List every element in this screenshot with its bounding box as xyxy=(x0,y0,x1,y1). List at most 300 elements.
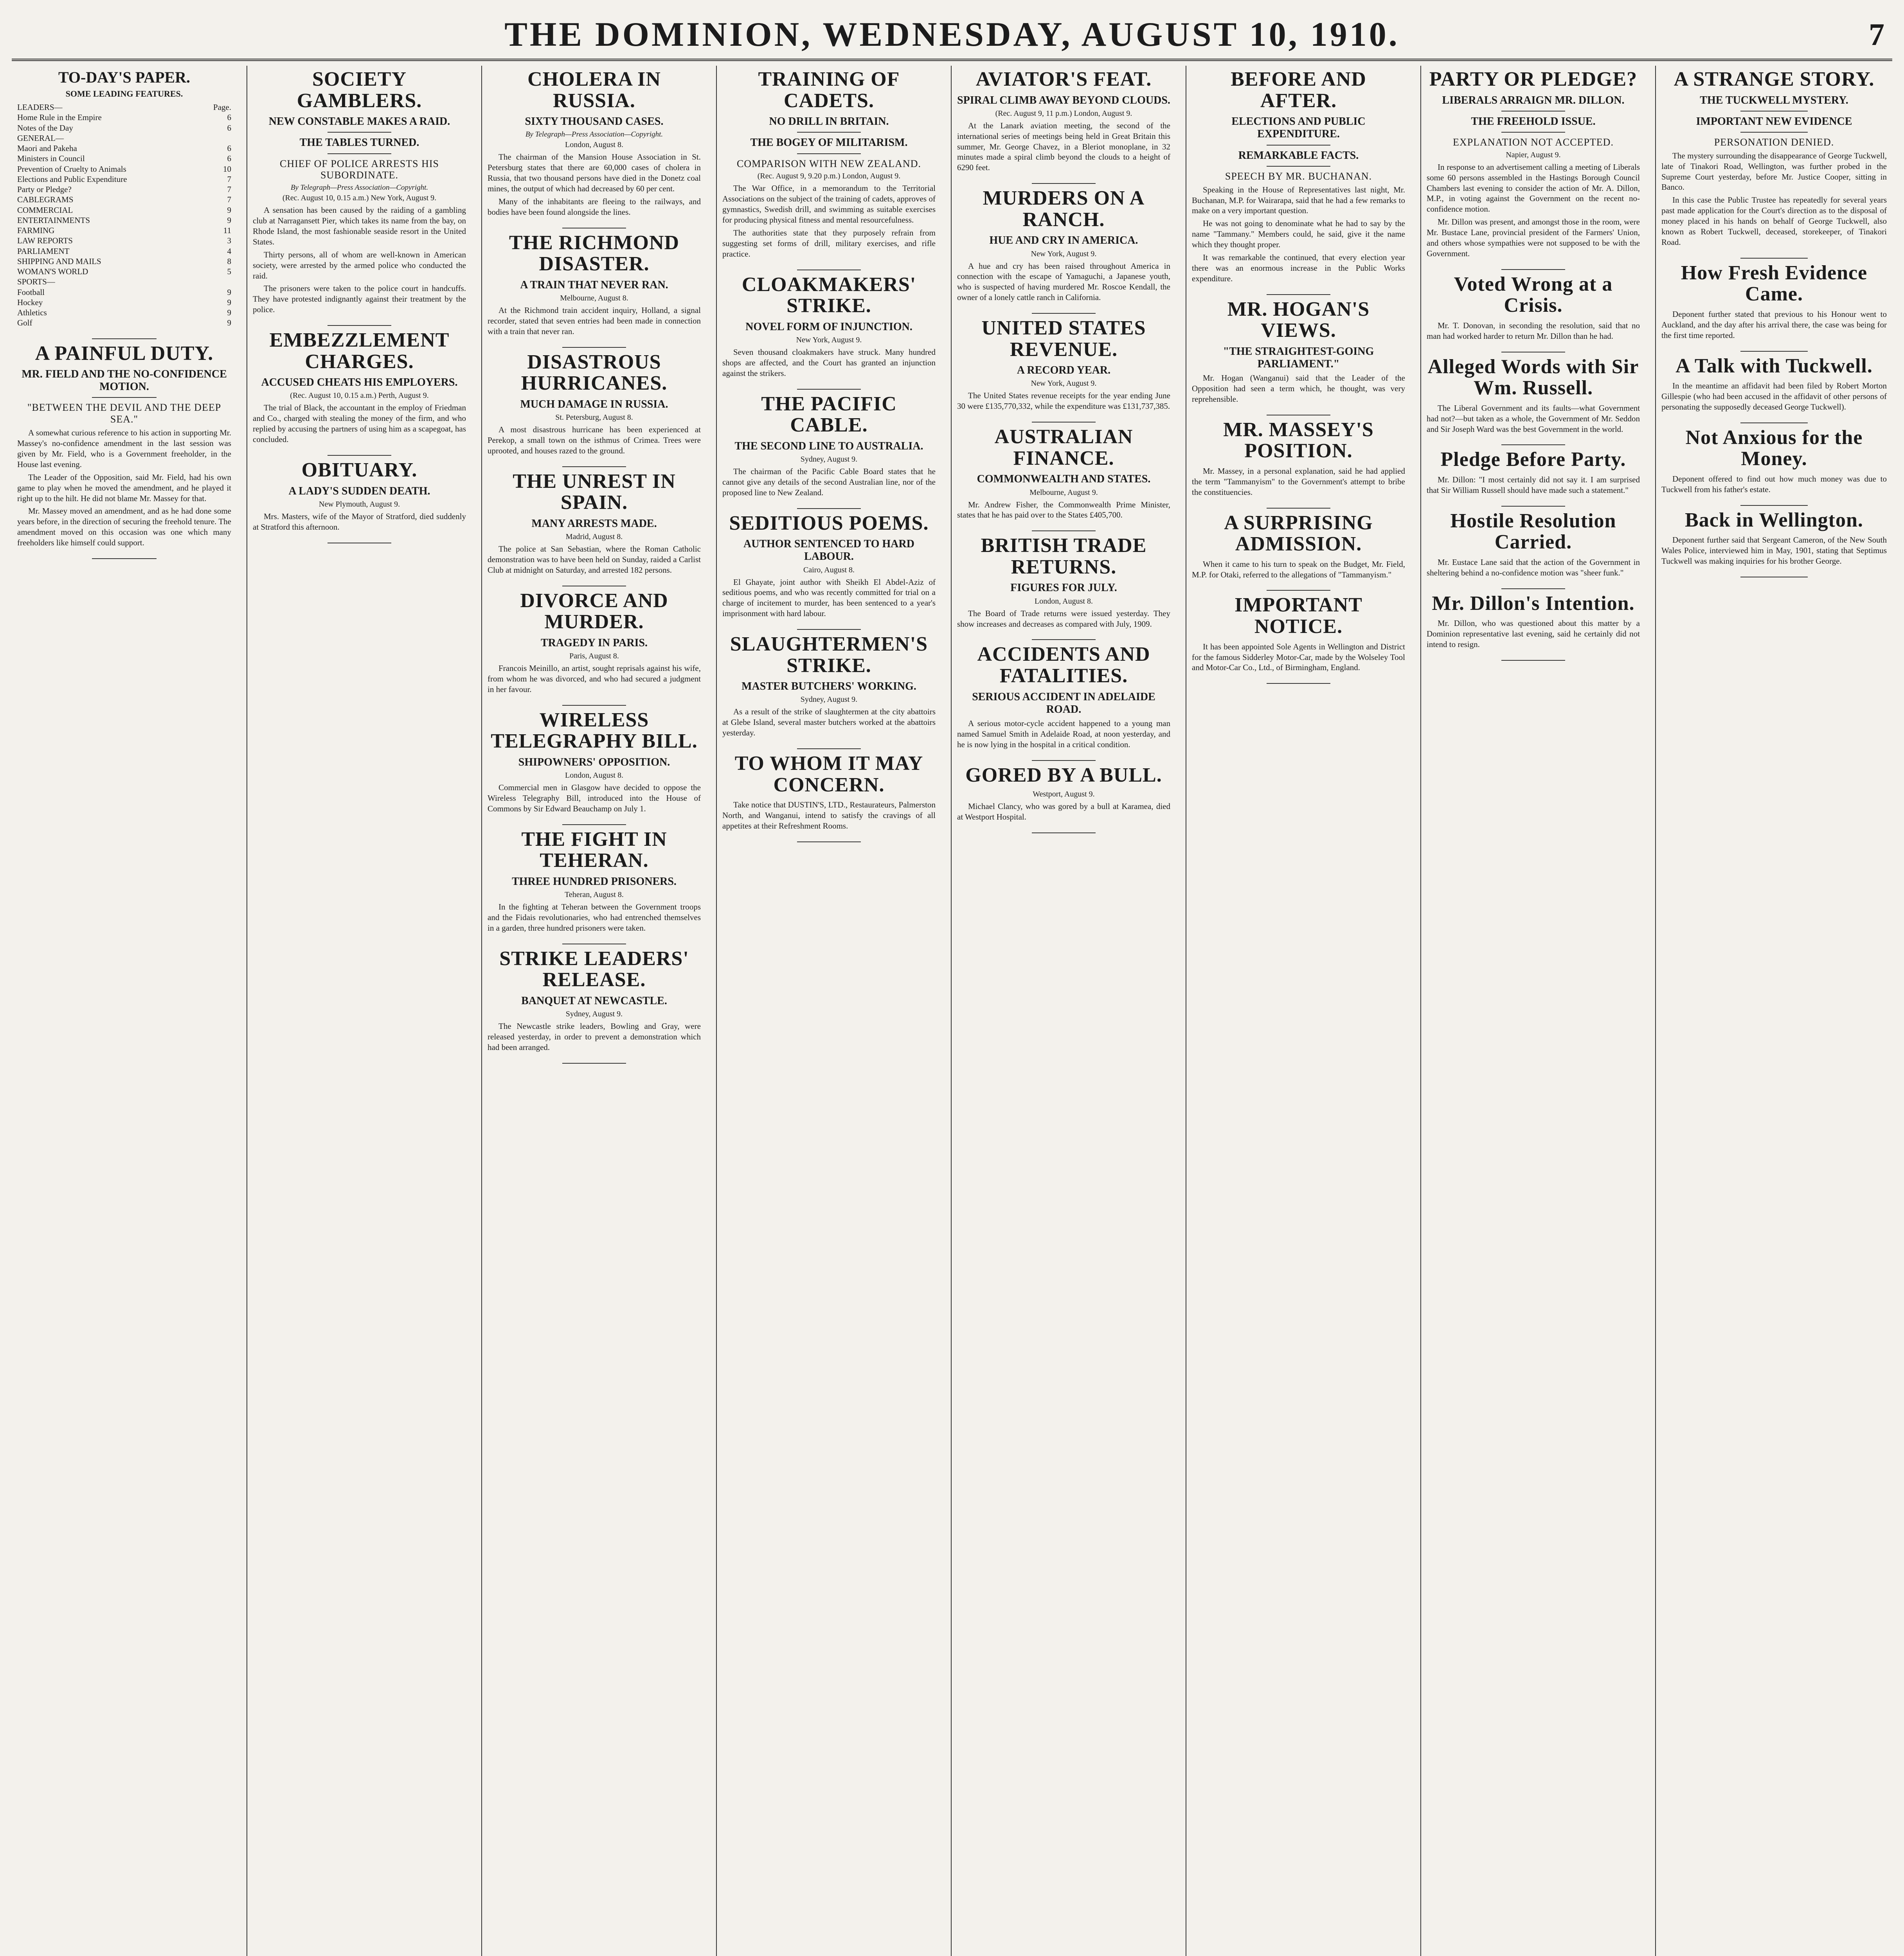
article-paragraph: In response to an advertisement calling a meeting of Liberals some 60 persons assembled in the Hastings Borough Council Chambers last evening to consider the action of Mr. A. Dillon, M.P., in voting against the Government on the recent no-confidence motion. xyxy=(1427,162,1640,214)
article-separator xyxy=(1032,313,1096,314)
article-separator xyxy=(797,629,861,630)
index-row xyxy=(17,236,231,246)
article-paragraph: When it came to his turn to speak on the Budget, Mr. Field, M.P. for Otaki, referred to the allegations of "Tammanyism." xyxy=(1192,559,1405,579)
article-paragraph: Mr. Massey moved an amendment, and as he had done some years before, in the direction of securing the freehold tenure. The amendment moved on this occasion was one which many freeholders like himself could support. xyxy=(17,506,231,547)
article xyxy=(253,69,466,315)
article-subhead: SIXTY THOUSAND CASES. xyxy=(525,115,664,128)
index-row xyxy=(17,287,231,297)
article xyxy=(957,535,1170,629)
article-paragraph: At the Lanark aviation meeting, the second of the international series of meetings being held in Great Britain this summer, Mr. George Chavez, in a Bleriot monoplane, in 32 minutes made a spiral climb beyond the clouds to a height of 6290 feet. xyxy=(957,120,1170,173)
article-subhead-secondary: THE BOGEY OF MILITARISM. xyxy=(750,137,908,149)
column-5 xyxy=(951,66,1176,1956)
article xyxy=(722,69,936,259)
article-paragraph: Commercial men in Glasgow have decided to oppose the Wireless Telegraphy Bill, introduced into the House of Commons by Sir Edward Beauchamp on July 1. xyxy=(488,783,701,813)
article-paragraph: The police at San Sebastian, where the Roman Catholic demonstration was to have been held on Sunday, raided a Carlist Club at midnight on Saturday, and arrested 182 persons. xyxy=(488,544,701,575)
article-paragraph: At the Richmond train accident inquiry, Holland, a signal recorder, stated that seven entries had been made in connection with a train that never ran. xyxy=(488,306,701,336)
article-paragraph: In this case the Public Trustee has repeatedly for several years past made application for the Court's direction as to the disposal of money placed in his hands on behalf of George Tuckwell, also known as Robert Tuckwell, deceased, storekeeper, of Tinakori Road. xyxy=(1661,195,1887,247)
article xyxy=(488,69,701,218)
masthead xyxy=(12,12,1892,61)
article-headline: CHOLERA IN RUSSIA. xyxy=(527,68,661,112)
article-headline: TO-DAY'S PAPER. xyxy=(58,68,191,86)
article-kicker: PERSONATION DENIED. xyxy=(1714,136,1834,148)
article-paragraph: A hue and cry has been raised throughout America in connection with the escape of Yamaguchi, a Japanese youth, who is suspected of having murdered Mr. Roscoe Kendall, the owner of a lonely cattle ranch in California. xyxy=(957,261,1170,302)
article-paragraph: The mystery surrounding the disappearance of George Tuckwell, late of Tinakori Road, Wellington, was further probed in the Supreme Court yesterday, before Mr. Justice Cooper, sitting in Banco. xyxy=(1661,151,1887,192)
index-row xyxy=(17,194,231,205)
index-row xyxy=(17,318,231,328)
column-4 xyxy=(716,66,941,1956)
article-paragraph: Michael Clancy, who was gored by a bull at Karamea, died at Westport Hospital. xyxy=(957,802,1170,822)
article xyxy=(1661,262,1887,341)
article-dateline: Napier, August 9. xyxy=(1506,150,1561,159)
article xyxy=(1427,356,1640,435)
article-separator xyxy=(1032,183,1096,184)
article-separator xyxy=(797,841,861,842)
article-byline: By Telegraph—Press Association—Copyright. xyxy=(290,183,428,192)
article-headline: OBITUARY. xyxy=(301,458,418,481)
article-dateline: Westport, August 9. xyxy=(1033,790,1095,799)
divider-rule xyxy=(1267,166,1331,167)
article-paragraph: Deponent offered to find out how much money was due to Tuckwell from his father's estate. xyxy=(1661,474,1887,494)
index-page: 6 xyxy=(227,123,231,133)
article xyxy=(1427,69,1640,259)
article-separator xyxy=(562,347,626,348)
index-label: Party or Pledge? xyxy=(17,185,72,194)
article xyxy=(488,829,701,933)
article-subhead: NOVEL FORM OF INJUNCTION. xyxy=(745,320,912,333)
article-separator xyxy=(328,325,392,326)
divider-rule xyxy=(328,153,392,154)
index-label: GENERAL— xyxy=(17,133,64,143)
index-row xyxy=(17,174,231,184)
index-page: 9 xyxy=(227,318,231,328)
index-page: 10 xyxy=(223,164,231,174)
index-page: 8 xyxy=(227,256,231,266)
index-label: Notes of the Day xyxy=(17,123,73,133)
divider-rule xyxy=(1740,132,1808,133)
article-headline: ACCIDENTS AND FATALITIES. xyxy=(977,643,1150,687)
article-paragraph: In the fighting at Teheran between the Government troops and the Fidais revolutionaries, who had entrenched themselves in a garden, three hundred prisoners were taken. xyxy=(488,902,701,933)
article xyxy=(1192,595,1405,673)
index-page: 9 xyxy=(227,287,231,297)
index-row xyxy=(17,153,231,164)
article-subhead: THE TUCKWELL MYSTERY. xyxy=(1700,94,1848,106)
divider-rule xyxy=(1267,145,1331,146)
article-dateline: New Plymouth, August 9. xyxy=(319,500,400,509)
article-subhead: BANQUET AT NEWCASTLE. xyxy=(521,994,667,1007)
index-row xyxy=(17,112,231,122)
article-subhead: FIGURES FOR JULY. xyxy=(1010,582,1117,594)
article-subhead: "THE STRAIGHTEST-GOING PARLIAMENT." xyxy=(1223,345,1374,370)
article-paragraph: Mr. Dillon was present, and amongst those in the room, were Mr. Bustace Lane, provincial president of the Farmers' Union, and others whose sympathies were not supposed to be with the Government. xyxy=(1427,217,1640,258)
index-label: Elections and Public Expenditure xyxy=(17,174,127,184)
article-dateline: (Rec. August 10, 0.15 a.m.) Perth, August 9. xyxy=(290,391,429,400)
article-byline: By Telegraph—Press Association—Copyright. xyxy=(525,130,663,139)
article-headline: How Fresh Evidence Came. xyxy=(1681,261,1868,306)
article xyxy=(253,460,466,532)
article-kicker: "BETWEEN THE DEVIL AND THE DEEP SEA." xyxy=(27,402,221,425)
article-paragraph: The War Office, in a memorandum to the Territorial Associations on the subject of the training of cadets, approves of gymnastics, Swedish drill, and swimming as suitable exercises for producing physical fitness and mental resourcefulness. xyxy=(722,183,936,225)
article-paragraph: Thirty persons, all of whom are well-known in American society, were arrested by the armed police who conducted the raid. xyxy=(253,250,466,280)
article xyxy=(1661,356,1887,412)
index-row xyxy=(17,164,231,174)
divider-rule xyxy=(797,132,861,133)
article-subhead: NO DRILL IN BRITAIN. xyxy=(769,115,889,128)
index-row xyxy=(17,143,231,153)
article-paragraph: The Newcastle strike leaders, Bowling and Gray, were released yesterday, in order to prevent a demonstration which had been arranged. xyxy=(488,1021,701,1052)
index-label: CABLEGRAMS xyxy=(17,195,74,205)
index-page: 6 xyxy=(227,154,231,164)
article-separator xyxy=(1032,760,1096,761)
article-headline: SEDITIOUS POEMS. xyxy=(729,512,929,534)
page-number: 7 xyxy=(1869,18,1884,52)
article-paragraph: A serious motor-cycle accident happened to a young man named Samuel Smith in Adelaide Road, at noon yesterday, and he is now lying in the hospital in a critical condition. xyxy=(957,718,1170,749)
article-subhead-secondary: THE TABLES TURNED. xyxy=(299,137,419,149)
article-dateline: Sydney, August 9. xyxy=(565,1010,623,1018)
article-headline: AVIATOR'S FEAT. xyxy=(975,68,1152,90)
article-headline: CLOAKMAKERS' STRIKE. xyxy=(741,273,916,317)
article xyxy=(957,318,1170,412)
article-paragraph: The Liberal Government and its faults—what Government had not?—but taken as a whole, the Government of Mr. Seddon and Sir Joseph Ward was the best Government in the world. xyxy=(1427,403,1640,434)
columns-container xyxy=(12,66,1892,1956)
article-dateline: (Rec. August 10, 0.15 a.m.) New York, August 9. xyxy=(282,194,437,203)
index-label: SHIPPING AND MAILS xyxy=(17,256,101,266)
index-page: 3 xyxy=(227,236,231,246)
article-paragraph: The prisoners were taken to the police court in handcuffs. They have protested indignantly against their treatment by the police. xyxy=(253,284,466,315)
divider-rule xyxy=(328,132,392,133)
article xyxy=(488,352,701,456)
article xyxy=(1427,593,1640,650)
index-label: FARMING xyxy=(17,226,55,235)
index-label: Prevention of Cruelty to Animals xyxy=(17,164,126,174)
index-label: WOMAN'S WORLD xyxy=(17,267,88,276)
article xyxy=(1427,274,1640,342)
article xyxy=(722,394,936,498)
article-separator xyxy=(92,338,156,339)
article-separator xyxy=(1267,683,1331,684)
article-dateline: (Rec. August 9, 11 p.m.) London, August 9. xyxy=(995,109,1132,118)
index-page: 7 xyxy=(227,174,231,184)
index-row xyxy=(17,307,231,318)
article-paragraph: Mr. T. Donovan, in seconding the resolution, said that no man had worked harder to return Mr. Dillon than he had. xyxy=(1427,320,1640,341)
article-separator xyxy=(1501,660,1566,661)
article-headline: BEFORE AND AFTER. xyxy=(1231,68,1366,112)
article xyxy=(1661,427,1887,495)
article xyxy=(957,69,1170,173)
article-paragraph: A somewhat curious reference to his action in supporting Mr. Massey's no-confidence amendment in the last session was given by Mr. Field, who is a Government freeholder, in the House last evening. xyxy=(17,428,231,469)
article-subhead-secondary: THE FREEHOLD ISSUE. xyxy=(1471,115,1596,128)
article-paragraph: Deponent further stated that previous to his Honour went to Auckland, and the day after his arrival there, the case was being for the first time reported. xyxy=(1661,309,1887,340)
article xyxy=(1427,511,1640,578)
article-headline: SLAUGHTERMEN'S STRIKE. xyxy=(730,633,928,677)
index-label: Hockey xyxy=(17,297,43,307)
article-headline: SOCIETY GAMBLERS. xyxy=(297,68,422,112)
article-dateline: London, August 8. xyxy=(565,771,623,780)
article xyxy=(957,765,1170,822)
index-label: LEADERS— xyxy=(17,102,63,112)
article-kicker: CHIEF OF POLICE ARRESTS HIS SUBORDINATE. xyxy=(280,158,439,181)
article-kicker: SPEECH BY MR. BUCHANAN. xyxy=(1225,170,1372,182)
index-label: PARLIAMENT xyxy=(17,246,70,256)
article-subhead: SHIPOWNERS' OPPOSITION. xyxy=(518,756,670,768)
article-subhead-secondary: IMPORTANT NEW EVIDENCE xyxy=(1696,115,1852,128)
article-headline: THE FIGHT IN TEHERAN. xyxy=(521,828,667,872)
article-headline: STRIKE LEADERS' RELEASE. xyxy=(499,947,689,991)
index-label: Football xyxy=(17,287,45,297)
index-page: 5 xyxy=(227,267,231,276)
article-paragraph: Take notice that DUSTIN'S, LTD., Restaurateurs, Palmerston North, and Wanganui, intend to satisfy the cravings of all appetites at their Refreshment Rooms. xyxy=(722,800,936,831)
article-subhead: TRAGEDY IN PARIS. xyxy=(540,636,648,649)
article-separator xyxy=(1740,422,1808,423)
article-separator xyxy=(1501,506,1566,507)
article-separator xyxy=(1740,505,1808,506)
article-separator xyxy=(562,705,626,706)
article-separator xyxy=(1267,590,1331,591)
article-headline: Alleged Words with Sir Wm. Russell. xyxy=(1427,355,1639,399)
article xyxy=(722,753,936,831)
article xyxy=(957,644,1170,750)
article-headline: A STRANGE STORY. xyxy=(1674,68,1875,90)
article-headline: A Talk with Tuckwell. xyxy=(1675,354,1873,377)
article xyxy=(1192,299,1405,405)
article-separator xyxy=(797,508,861,509)
article-separator xyxy=(562,1063,626,1064)
article-paragraph: Mr. Dillon, who was questioned about this matter by a Dominion representative last evening, said he certainly did not intend to resign. xyxy=(1427,618,1640,649)
article-headline: Mr. Dillon's Intention. xyxy=(1432,592,1635,615)
article-headline: WIRELESS TELEGRAPHY BILL. xyxy=(491,708,698,753)
article-headline: PARTY OR PLEDGE? xyxy=(1429,68,1638,90)
article-dateline: London, August 8. xyxy=(565,140,623,149)
article-subhead: MUCH DAMAGE IN RUSSIA. xyxy=(520,398,668,410)
article-subhead: SPIRAL CLIMB AWAY BEYOND CLOUDS. xyxy=(957,94,1170,106)
article-paragraph: The Board of Trade returns were issued yesterday. They show increases and decreases as compared with July, 1909. xyxy=(957,608,1170,629)
column-6 xyxy=(1186,66,1411,1956)
article-headline: MR. HOGAN'S VIEWS. xyxy=(1227,298,1370,342)
article-paragraph: Mr. Dillon: "I most certainly did not say it. I am surprised that Sir William Russell should have made such a statement." xyxy=(1427,475,1640,495)
article-subhead: A LADY'S SUDDEN DEATH. xyxy=(288,485,430,497)
column-3 xyxy=(481,66,706,1956)
article-subhead: MANY ARRESTS MADE. xyxy=(531,517,657,530)
article xyxy=(1427,449,1640,495)
article-paragraph: The chairman of the Pacific Cable Board states that he cannot give any details of the second Australian line, nor of the proposed line to New Zealand. xyxy=(722,466,936,497)
article xyxy=(1661,69,1887,248)
index-row xyxy=(17,123,231,133)
article xyxy=(17,343,231,548)
article xyxy=(253,330,466,445)
index-row xyxy=(17,102,231,112)
index-page: 9 xyxy=(227,205,231,215)
article-subhead: NEW CONSTABLE MAKES A RAID. xyxy=(268,115,450,128)
article-paragraph: It has been appointed Sole Agents in Wellington and District for the famous Sidderley Motor-Car, made by the Wolseley Tool and Motor-Car Co., Ltd., of Birmingham, England. xyxy=(1192,642,1405,672)
index-page: 6 xyxy=(227,113,231,122)
masthead-title: THE DOMINION, WEDNESDAY, AUGUST 10, 1910. xyxy=(504,16,1400,54)
article-headline: Back in Wellington. xyxy=(1685,509,1863,531)
article-headline: Not Anxious for the Money. xyxy=(1685,426,1863,470)
article-paragraph: In the meantime an affidavit had been filed by Robert Morton Gillespie (who had been accused in the affidavit of other persons of personating the supposedly deceased George Tuckwell). xyxy=(1661,381,1887,412)
article-dateline: New York, August 9. xyxy=(796,335,862,344)
column-2 xyxy=(247,66,472,1956)
article-dateline: Cairo, August 8. xyxy=(803,565,855,574)
article xyxy=(488,471,701,575)
column-7 xyxy=(1420,66,1645,1956)
article-paragraph: Speaking in the House of Representatives last night, Mr. Buchanan, M.P. for Wairarapa, said that he had a few remarks to make on a very important question. xyxy=(1192,185,1405,216)
article-paragraph: The trial of Black, the accountant in the employ of Friedman and Co., charged with stealing the money of the firm, and who replied by accusing the partners of using him as a scapegoat, has concluded. xyxy=(253,403,466,444)
article-kicker: EXPLANATION NOT ACCEPTED. xyxy=(1453,136,1614,148)
article-paragraph: Mrs. Masters, wife of the Mayor of Stratford, died suddenly at Stratford this afternoon. xyxy=(253,511,466,532)
article xyxy=(1192,512,1405,580)
index-page: Page. xyxy=(213,102,231,112)
article xyxy=(957,426,1170,520)
article-paragraph: As a result of the strike of slaughtermen at the city abattoirs at Glebe Island, several master butchers worked at the abattoirs yesterday. xyxy=(722,707,936,738)
article-separator xyxy=(797,748,861,749)
article-dateline: Melbourne, August 8. xyxy=(560,294,628,302)
article-paragraph: He was not going to denominate what he had to say by the name "Tammany." Members could, he said, give it the name which they thought proper. xyxy=(1192,219,1405,250)
article-paragraph: The chairman of the Mansion House Association in St. Petersburg states that there are 60,000 cases of cholera in Russia, that two thousand persons have died in the Donetz coal mines, the output of which had decreased by 60 per cent. xyxy=(488,152,701,193)
index-row xyxy=(17,225,231,236)
article xyxy=(722,634,936,738)
article-kicker: COMPARISON WITH NEW ZEALAND. xyxy=(737,158,921,169)
article xyxy=(722,274,936,379)
index-page: 9 xyxy=(227,297,231,307)
article-headline: THE RICHMOND DISASTER. xyxy=(509,231,680,275)
article-dateline: Sydney, August 9. xyxy=(800,695,858,704)
article-paragraph: Many of the inhabitants are fleeing to the railways, and bodies have been found alongside the lines. xyxy=(488,196,701,217)
index-page: 6 xyxy=(227,144,231,153)
article xyxy=(488,710,701,814)
article-headline: DISASTROUS HURRICANES. xyxy=(521,351,668,395)
index-label: LAW REPORTS xyxy=(17,236,73,246)
article-headline: AUSTRALIAN FINANCE. xyxy=(994,426,1133,469)
article-paragraph: A most disastrous hurricane has been experienced at Perekop, a small town on the isthmus of Crimea. Trees were uprooted, and houses razed to the ground. xyxy=(488,425,701,455)
index-row xyxy=(17,277,231,287)
article-paragraph: Mr. Massey, in a personal explanation, said he had applied the term "Tammanyism" to the Government's attempt to bribe the constituencies. xyxy=(1192,466,1405,497)
article-dateline: Paris, August 8. xyxy=(569,652,619,660)
article-paragraph: Deponent further said that Sergeant Cameron, of the New South Wales Police, interviewed him in May, 1901, stating that Septimus Tuckwell was making inquiries for his brother George. xyxy=(1661,535,1887,566)
article-headline: TRAINING OF CADETS. xyxy=(758,68,900,112)
index-label: Golf xyxy=(17,318,32,328)
index-label: Home Rule in the Empire xyxy=(17,113,102,122)
article-dateline: New York, August 9. xyxy=(1031,379,1097,388)
article xyxy=(488,232,701,337)
article-headline: BRITISH TRADE RETURNS. xyxy=(981,534,1147,578)
article-paragraph: The Leader of the Opposition, said Mr. Field, had his own game to play when he moved the amendment, and he played it right up to the hilt. He did not blame Mr. Massey for that. xyxy=(17,472,231,503)
article-separator xyxy=(1032,832,1096,833)
article-separator xyxy=(1501,588,1566,589)
article-subhead: A RECORD YEAR. xyxy=(1017,364,1111,377)
article-subhead: THREE HUNDRED PRISONERS. xyxy=(512,875,677,888)
article xyxy=(1661,510,1887,566)
index-row xyxy=(17,246,231,256)
article-subhead: MR. FIELD AND THE NO-CONFIDENCE MOTION. xyxy=(22,368,227,393)
divider-rule xyxy=(797,153,861,154)
article xyxy=(488,948,701,1053)
article-headline: Voted Wrong at a Crisis. xyxy=(1454,273,1613,317)
article-separator xyxy=(1740,258,1808,259)
index-row xyxy=(17,205,231,215)
article xyxy=(722,513,936,619)
article-paragraph: It was remarkable the continued, that every election year there was an enormous increase in the Public Works expenditure. xyxy=(1192,252,1405,283)
article-subhead: SOME LEADING FEATURES. xyxy=(65,89,183,99)
article-headline: MURDERS ON A RANCH. xyxy=(983,187,1145,231)
divider-rule xyxy=(1501,132,1566,133)
index-label: SPORTS— xyxy=(17,277,55,287)
article-dateline: Melbourne, August 9. xyxy=(1029,488,1098,497)
article-paragraph: Mr. Andrew Fisher, the Commonwealth Prime Minister, states that he has paid over to the States £405,700. xyxy=(957,500,1170,520)
article-subhead: HUE AND CRY IN AMERICA. xyxy=(989,234,1138,247)
article-headline: IMPORTANT NOTICE. xyxy=(1235,594,1362,638)
article-paragraph: El Ghayate, joint author with Sheikh El Abdel-Aziz of seditious poems, and who was recently committed for trial on a charge of incitement to murder, has been sentenced to a year's imprisonment with hard labour. xyxy=(722,577,936,618)
article-separator xyxy=(1740,351,1808,352)
article-subhead: COMMONWEALTH AND STATES. xyxy=(977,473,1151,485)
article-separator xyxy=(1267,294,1331,295)
index-label: ENTERTAINMENTS xyxy=(17,215,90,225)
article-headline: Pledge Before Party. xyxy=(1440,448,1626,471)
article-separator xyxy=(328,455,392,456)
article-paragraph: Mr. Hogan (Wanganui) said that the Leader of the Opposition had seen a term which, he thought, was very reprehensible. xyxy=(1192,373,1405,404)
index-page: 4 xyxy=(227,246,231,256)
article-headline: THE UNREST IN SPAIN. xyxy=(513,470,676,514)
article-subhead: ELECTIONS AND PUBLIC EXPENDITURE. xyxy=(1231,115,1366,140)
article-dateline: New York, August 9. xyxy=(1031,249,1097,258)
article-separator xyxy=(562,824,626,825)
article-dateline: St. Petersburg, August 8. xyxy=(555,413,633,422)
index-page: 9 xyxy=(227,308,231,317)
index-row xyxy=(17,297,231,307)
index-row xyxy=(17,256,231,266)
article-separator xyxy=(1267,508,1331,509)
index-page: 11 xyxy=(223,226,231,235)
article-dateline: (Rec. August 9, 9.20 p.m.) London, August 9. xyxy=(757,172,901,181)
article-separator xyxy=(1501,444,1566,445)
index-label: COMMERCIAL xyxy=(17,205,73,215)
article-separator xyxy=(92,558,156,559)
index-page: 7 xyxy=(227,185,231,194)
index-label: Athletics xyxy=(17,308,47,317)
article-paragraph: The authorities state that they purposely refrain from suggesting set forms of drill, military exercises, and rifle practice. xyxy=(722,228,936,259)
article-subhead: MASTER BUTCHERS' WORKING. xyxy=(741,680,916,693)
article-dateline: Teheran, August 8. xyxy=(565,890,624,899)
article-paragraph: Seven thousand cloakmakers have struck. Many hundred shops are affected, and the Court has granted an injunction against the strikers. xyxy=(722,347,936,378)
article-separator xyxy=(1032,639,1096,640)
article-subhead: A TRAIN THAT NEVER RAN. xyxy=(520,279,668,291)
article-headline: A SURPRISING ADMISSION. xyxy=(1224,511,1373,556)
article xyxy=(957,188,1170,303)
article-headline: DIVORCE AND MURDER. xyxy=(520,589,668,633)
article-headline: MR. MASSEY'S POSITION. xyxy=(1223,418,1374,462)
index-page: 7 xyxy=(227,195,231,205)
article-subhead: THE SECOND LINE TO AUSTRALIA. xyxy=(734,440,923,452)
article-headline: EMBEZZLEMENT CHARGES. xyxy=(269,329,450,373)
article-separator xyxy=(1501,269,1566,270)
column-1 xyxy=(12,66,237,1956)
article-separator xyxy=(797,389,861,390)
article-headline: Hostile Resolution Carried. xyxy=(1450,509,1616,554)
article-separator xyxy=(562,466,626,467)
index-row xyxy=(17,184,231,194)
article xyxy=(488,590,701,695)
index-row xyxy=(17,266,231,277)
index-row xyxy=(17,215,231,225)
article-paragraph: The United States revenue receipts for the year ending June 30 were £135,770,332, while the expenditure was £131,737,385. xyxy=(957,391,1170,411)
article-subhead: SERIOUS ACCIDENT IN ADELAIDE ROAD. xyxy=(972,690,1155,716)
article-dateline: Sydney, August 9. xyxy=(800,455,858,464)
divider-rule xyxy=(92,397,156,398)
article-paragraph: Francois Meinillo, an artist, sought reprisals against his wife, from whom he was divorced, and who had secured a judgment in her favour. xyxy=(488,663,701,694)
article-subhead: LIBERALS ARRAIGN MR. DILLON. xyxy=(1442,94,1625,106)
article-headline: THE PACIFIC CABLE. xyxy=(761,392,897,437)
article-headline: GORED BY A BULL. xyxy=(965,764,1162,786)
article-paragraph: A sensation has been caused by the raiding of a gambling club at Narragansett Pier, which takes its name from the bay, on Rhode Island, the most fashionable seaside resort in the United States. xyxy=(253,205,466,246)
newspaper-page xyxy=(12,12,1892,1956)
